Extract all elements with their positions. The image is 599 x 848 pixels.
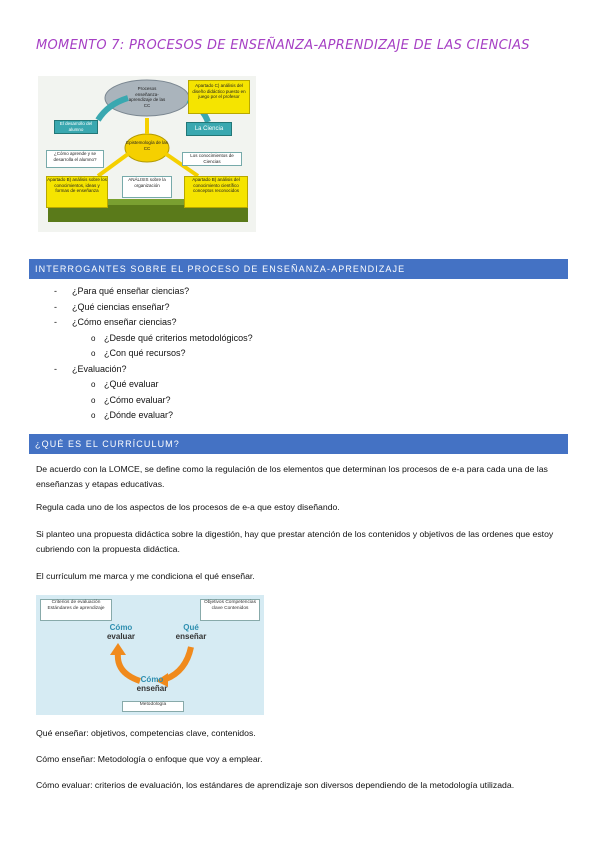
methodology-box: Metodología [122, 701, 184, 712]
list-bullet: o [91, 411, 96, 420]
paragraph-digestion: Si planteo una propuesta didáctica sobre la digestión, hay que prestar atención de los contenidos y objetivos de las ordenes que estoy cubriendo con la propuesta didáctica. [36, 529, 554, 554]
teaching-process-diagram [38, 76, 256, 232]
list-item-text: ¿Cómo enseñar ciencias? [72, 317, 177, 327]
list-item [36, 346, 253, 362]
list-item-text: ¿Evaluación? [72, 363, 127, 374]
list-item [36, 300, 253, 316]
paragraph-regula: Regula cada uno de los aspectos de los procesos de e-a que estoy diseñando. [36, 502, 340, 512]
list-item-text: ¿Dónde evaluar? [104, 410, 174, 420]
right-top-box: Apartado C) análisis del diseño didáctico puesto en juego por el profesor [188, 80, 250, 114]
right-bottom-box: Apartado B) análisis del conocimiento científico conceptos reconocidos [184, 176, 248, 208]
list-bullet: - [54, 301, 57, 312]
list-item-text: ¿Cómo evaluar? [104, 394, 171, 405]
left-top-box: El desarrollo del alumno [54, 120, 98, 134]
list-bullet: - [54, 317, 57, 327]
evaluation-criteria-box: Criterios de evaluación Estándares de aprendizaje [40, 599, 112, 621]
list-item [36, 408, 253, 424]
left-mid-box: ¿Cómo aprende y se desarrolla el alumno? [46, 150, 104, 168]
center-label: Epistemología de las CC [126, 140, 168, 151]
list-bullet: o [91, 380, 96, 389]
center-top-label: Procesos enseñanza-aprendizaje de las CC [128, 86, 166, 108]
list-item-text: ¿Qué evaluar [104, 379, 159, 389]
right-mid-box: La Ciencia [186, 122, 232, 136]
paragraph-condiciona: El currículum me marca y me condiciona el qué enseñar. [36, 571, 255, 581]
como-evaluar-b: evaluar [106, 632, 136, 641]
list-item [36, 393, 253, 409]
list-bullet: - [54, 363, 57, 374]
list-bullet: o [91, 395, 96, 405]
cycle-arrows [36, 595, 264, 715]
paragraph-definition: De acuerdo con la LOMCE, se define como la regulación de los elementos que determinan los procesos de e-a para cada una de las enseñanzas y etapas educativas. [36, 464, 548, 489]
curriculum-cycle-diagram [36, 595, 264, 715]
list-item [36, 331, 253, 347]
paragraph-como-ensenar: Cómo enseñar: Metodología o enfoque que voy a emplear. [36, 754, 263, 764]
list-item [36, 377, 253, 393]
questions-list [36, 284, 253, 424]
list-item-text: ¿Desde qué criterios metodológicos? [104, 332, 253, 343]
list-bullet: o [91, 349, 96, 358]
section-heading-interrogantes: INTERROGANTES SOBRE EL PROCESO DE ENSEÑANZA-APRENDIZAJE [29, 259, 568, 279]
list-item-text: ¿Qué ciencias enseñar? [72, 301, 170, 312]
page-title: MOMENTO 7: PROCESOS DE ENSEÑANZA-APRENDIZAJE DE LAS CIENCIAS [36, 38, 530, 53]
como-ensenar-a: Cómo [140, 675, 164, 684]
como-ensenar-label [126, 675, 178, 693]
que-ensenar-b: enseñar [175, 632, 207, 641]
paragraph-como-evaluar: Cómo evaluar: criterios de evaluación, los estándares de aprendizaje son diversos dependiendo de la metodología utilizada. [36, 780, 515, 790]
list-item [36, 284, 253, 300]
objectives-box: Objetivos Competencias clave Contenidos [200, 599, 260, 621]
left-bottom-box: Apartado B) análisis sobre los conocimientos, ideas y formas de enseñanza [46, 176, 108, 208]
que-ensenar-a: Qué [183, 623, 199, 632]
section-heading-curriculum: ¿QUÉ ES EL CURRÍCULUM? [29, 434, 568, 454]
list-item-text: ¿Con qué recursos? [104, 348, 186, 358]
como-evaluar-a: Cómo [109, 623, 133, 632]
list-bullet: o [91, 333, 96, 343]
center-bottom-box: ANÁLISIS sobre la organización [122, 176, 172, 198]
list-item-text: ¿Para qué enseñar ciencias? [72, 286, 190, 296]
paragraph-que-ensenar: Qué enseñar: objetivos, competencias clave, contenidos. [36, 728, 256, 738]
right-mid2-box: Los conocimientos de Ciencias [182, 152, 242, 166]
list-item [36, 315, 253, 331]
list-bullet: - [54, 286, 57, 296]
list-item [36, 362, 253, 378]
como-ensenar-b: enseñar [136, 684, 168, 693]
